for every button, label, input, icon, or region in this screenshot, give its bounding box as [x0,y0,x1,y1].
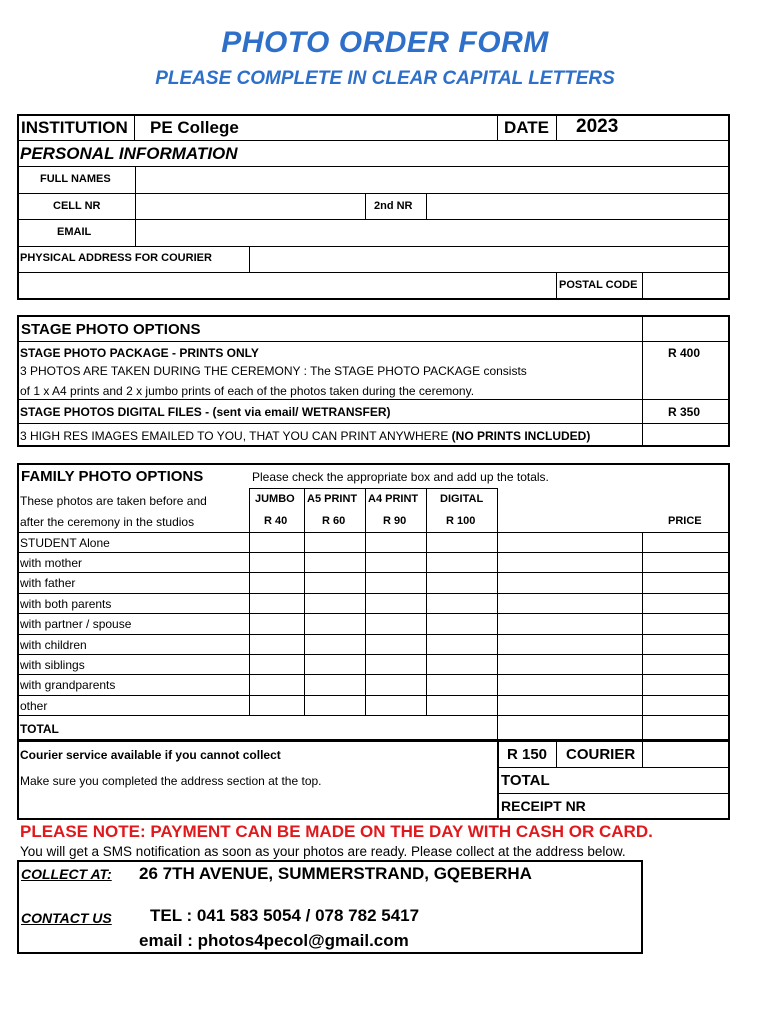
family-row-label: with partner / spouse [20,617,132,631]
family-total-label: TOTAL [20,722,59,736]
form-subtitle: PLEASE COMPLETE IN CLEAR CAPITAL LETTERS [155,68,615,89]
family-instruction: Please check the appropriate box and add up the totals. [252,470,549,484]
second-nr-field[interactable] [428,195,728,218]
family-desc-line1: These photos are taken before and [20,494,207,508]
col-jumbo-price: R 40 [264,515,288,527]
postal-code-field[interactable] [644,274,728,298]
full-names-label: FULL NAMES [40,173,111,185]
grand-total-field[interactable] [560,769,728,792]
courier-note: Make sure you completed the address section at the top. [20,774,322,788]
date-value[interactable]: 2023 [576,116,619,137]
contact-email[interactable]: email : photos4pecol@gmail.com [139,931,409,950]
col-a4-label: A4 PRINT [368,493,419,505]
col-price-label: PRICE [668,515,702,527]
address-field-line2[interactable] [19,274,555,298]
stage-digital-title: STAGE PHOTOS DIGITAL FILES - (sent via email/ WETRANSFER) [20,405,391,419]
full-names-field[interactable] [137,168,728,192]
address-label: PHYSICAL ADDRESS FOR COURIER [20,252,212,264]
sms-notice: You will get a SMS notification as soon as your photos are ready. Please collect at the address below. [20,844,626,859]
stage-package-line1: 3 PHOTOS ARE TAKEN DURING THE CEREMONY : The STAGE PHOTO PACKAGE consists [20,364,527,378]
courier-checkbox[interactable] [644,742,728,766]
col-jumbo-label: JUMBO [255,493,295,505]
stage-package-line2: of 1 x A4 prints and 2 x jumbo prints of each of the photos taken during the ceremony. [20,384,475,398]
payment-notice: PLEASE NOTE: PAYMENT CAN BE MADE ON THE DAY WITH CASH OR CARD. [20,822,653,841]
family-row-label: STUDENT Alone [20,536,110,550]
form-title: PHOTO ORDER FORM [221,26,549,59]
col-digital-label: DIGITAL [440,493,484,505]
family-options-title: FAMILY PHOTO OPTIONS [21,468,204,485]
family-row-label: with siblings [20,658,85,672]
receipt-nr-label: RECEIPT NR [501,798,586,814]
stage-package-price: R 400 [668,346,701,360]
grand-total-label: TOTAL [501,772,550,789]
contact-tel: TEL : 041 583 5054 / 078 782 5417 [150,906,420,925]
cell-nr-field[interactable] [137,195,364,218]
courier-label: COURIER [566,746,636,763]
courier-title: Courier service available if you cannot collect [20,748,281,762]
col-digital-price: R 100 [446,515,476,527]
institution-value[interactable]: PE College [150,118,239,137]
institution-label: INSTITUTION [21,118,128,137]
email-label: EMAIL [57,226,92,238]
stage-options-title: STAGE PHOTO OPTIONS [21,321,201,338]
collect-at-label: COLLECT AT: [21,866,112,882]
collect-address: 26 7TH AVENUE, SUMMERSTRAND, GQEBERHA [139,864,532,883]
courier-price: R 150 [507,746,548,763]
postal-code-label: POSTAL CODE [559,279,638,291]
cell-nr-label: CELL NR [53,200,101,212]
family-row-label: with both parents [20,597,112,611]
col-a4-price: R 90 [383,515,407,527]
email-field[interactable] [137,221,728,245]
receipt-nr-field[interactable] [590,795,728,818]
stage-package-title: STAGE PHOTO PACKAGE - PRINTS ONLY [20,346,259,360]
col-a5-price: R 60 [322,515,346,527]
second-nr-label: 2nd NR [374,200,413,212]
col-a5-label: A5 PRINT [307,493,358,505]
family-row-label: other [20,699,48,713]
personal-info-heading: PERSONAL INFORMATION [20,144,238,163]
address-field[interactable] [251,248,728,271]
family-row-label: with mother [20,556,83,570]
date-label: DATE [504,118,550,137]
family-row-label: with children [20,638,87,652]
stage-digital-price: R 350 [668,405,701,419]
stage-digital-note: 3 HIGH RES IMAGES EMAILED TO YOU, THAT YOU CAN PRINT ANYWHERE (NO PRINTS INCLUDED) [20,429,591,443]
family-row-label: with grandparents [20,678,116,692]
family-desc-line2: after the ceremony in the studios [20,515,195,529]
family-row-label: with father [20,576,76,590]
contact-us-label: CONTACT US [21,910,112,926]
